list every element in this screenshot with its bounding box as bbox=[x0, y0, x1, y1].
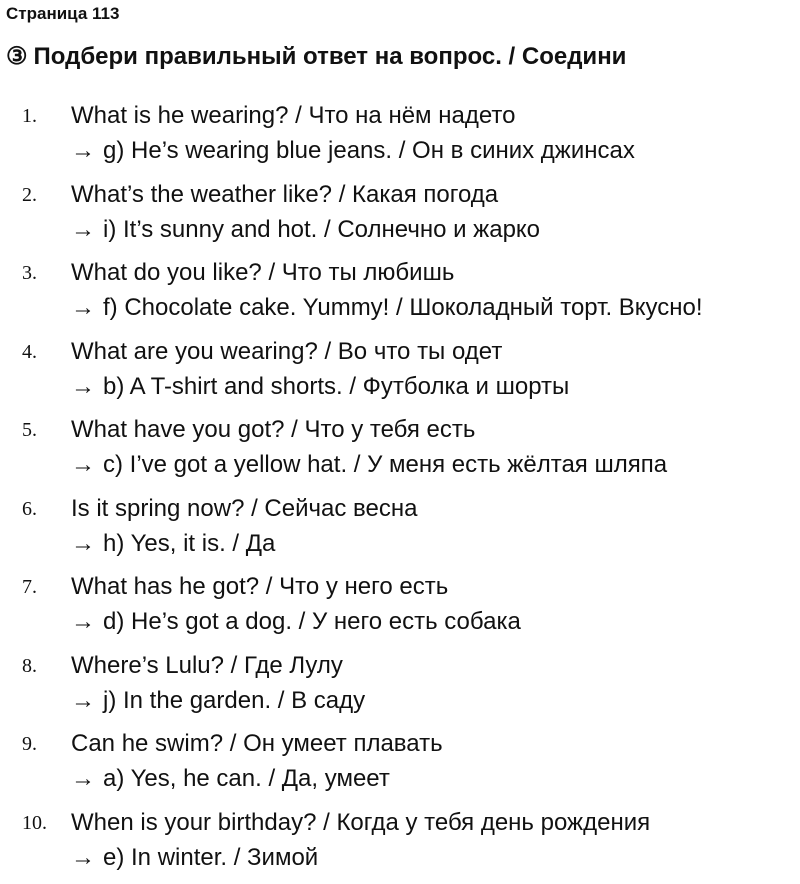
answer-text: h) Yes, it is. / Да bbox=[103, 530, 275, 557]
arrow-right-icon: → bbox=[71, 763, 95, 795]
answer-text: a) Yes, he can. / Да, умеет bbox=[103, 765, 390, 792]
question-text: What has he got? / Что у него есть bbox=[71, 571, 448, 603]
answer-line bbox=[71, 685, 365, 717]
answer-text: c) I’ve got a yellow hat. / У меня есть жёлтая шляпа bbox=[103, 451, 667, 478]
item-number: 5. bbox=[22, 415, 37, 445]
item-number: 7. bbox=[22, 572, 37, 602]
arrow-right-icon: → bbox=[71, 685, 95, 717]
qa-item bbox=[0, 492, 800, 571]
arrow-right-icon: → bbox=[71, 292, 95, 324]
answer-line bbox=[71, 214, 540, 246]
task-number: ③ bbox=[6, 42, 28, 72]
arrow-right-icon: → bbox=[71, 606, 95, 638]
item-number: 9. bbox=[22, 729, 37, 759]
question-text: Where’s Lulu? / Где Лулу bbox=[71, 650, 343, 682]
answer-text: g) He’s wearing blue jeans. / Он в синих джинсах bbox=[103, 137, 635, 164]
answer-text: i) It’s sunny and hot. / Солнечно и жарко bbox=[103, 216, 540, 243]
task-title: Подбери правильный ответ на вопрос. / Соедини bbox=[34, 43, 627, 70]
answer-line bbox=[71, 449, 667, 481]
answer-text: e) In winter. / Зимой bbox=[103, 844, 318, 871]
item-number: 6. bbox=[22, 494, 37, 524]
question-text: What have you got? / Что у тебя есть bbox=[71, 414, 475, 446]
qa-item bbox=[0, 99, 800, 178]
question-text: What do you like? / Что ты любишь bbox=[71, 257, 454, 289]
page-number: Страница 113 bbox=[6, 4, 119, 24]
qa-item bbox=[0, 335, 800, 414]
qa-item bbox=[0, 570, 800, 649]
qa-item bbox=[0, 727, 800, 806]
qa-item bbox=[0, 413, 800, 492]
question-answer-list bbox=[0, 99, 800, 884]
arrow-right-icon: → bbox=[71, 449, 95, 481]
item-number: 2. bbox=[22, 180, 37, 210]
question-text: What are you wearing? / Во что ты одет bbox=[71, 336, 502, 368]
item-number: 8. bbox=[22, 651, 37, 681]
answer-line bbox=[71, 528, 275, 560]
question-text: Can he swim? / Он умеет плавать bbox=[71, 728, 443, 760]
qa-item bbox=[0, 649, 800, 728]
answer-text: d) He’s got a dog. / У него есть собака bbox=[103, 608, 521, 635]
arrow-right-icon: → bbox=[71, 135, 95, 167]
task-heading bbox=[6, 42, 626, 72]
qa-item bbox=[0, 178, 800, 257]
question-text: When is your birthday? / Когда у тебя день рождения bbox=[71, 807, 650, 839]
answer-line bbox=[71, 135, 635, 167]
arrow-right-icon: → bbox=[71, 528, 95, 560]
question-text: Is it spring now? / Сейчас весна bbox=[71, 493, 417, 525]
item-number: 4. bbox=[22, 337, 37, 367]
item-number: 10. bbox=[22, 808, 47, 838]
arrow-right-icon: → bbox=[71, 842, 95, 874]
answer-text: f) Chocolate cake. Yummy! / Шоколадный торт. Вкусно! bbox=[103, 294, 703, 321]
question-text: What is he wearing? / Что на нём надето bbox=[71, 100, 515, 132]
arrow-right-icon: → bbox=[71, 214, 95, 246]
item-number: 1. bbox=[22, 101, 37, 131]
answer-line bbox=[71, 292, 703, 324]
answer-text: j) In the garden. / В саду bbox=[103, 687, 365, 714]
answer-text: b) A T-shirt and shorts. / Футболка и шорты bbox=[103, 373, 569, 400]
question-text: What’s the weather like? / Какая погода bbox=[71, 179, 498, 211]
item-number: 3. bbox=[22, 258, 37, 288]
answer-line bbox=[71, 371, 569, 403]
qa-item bbox=[0, 256, 800, 335]
arrow-right-icon: → bbox=[71, 371, 95, 403]
answer-line bbox=[71, 763, 390, 795]
qa-item bbox=[0, 806, 800, 884]
answer-line bbox=[71, 606, 521, 638]
